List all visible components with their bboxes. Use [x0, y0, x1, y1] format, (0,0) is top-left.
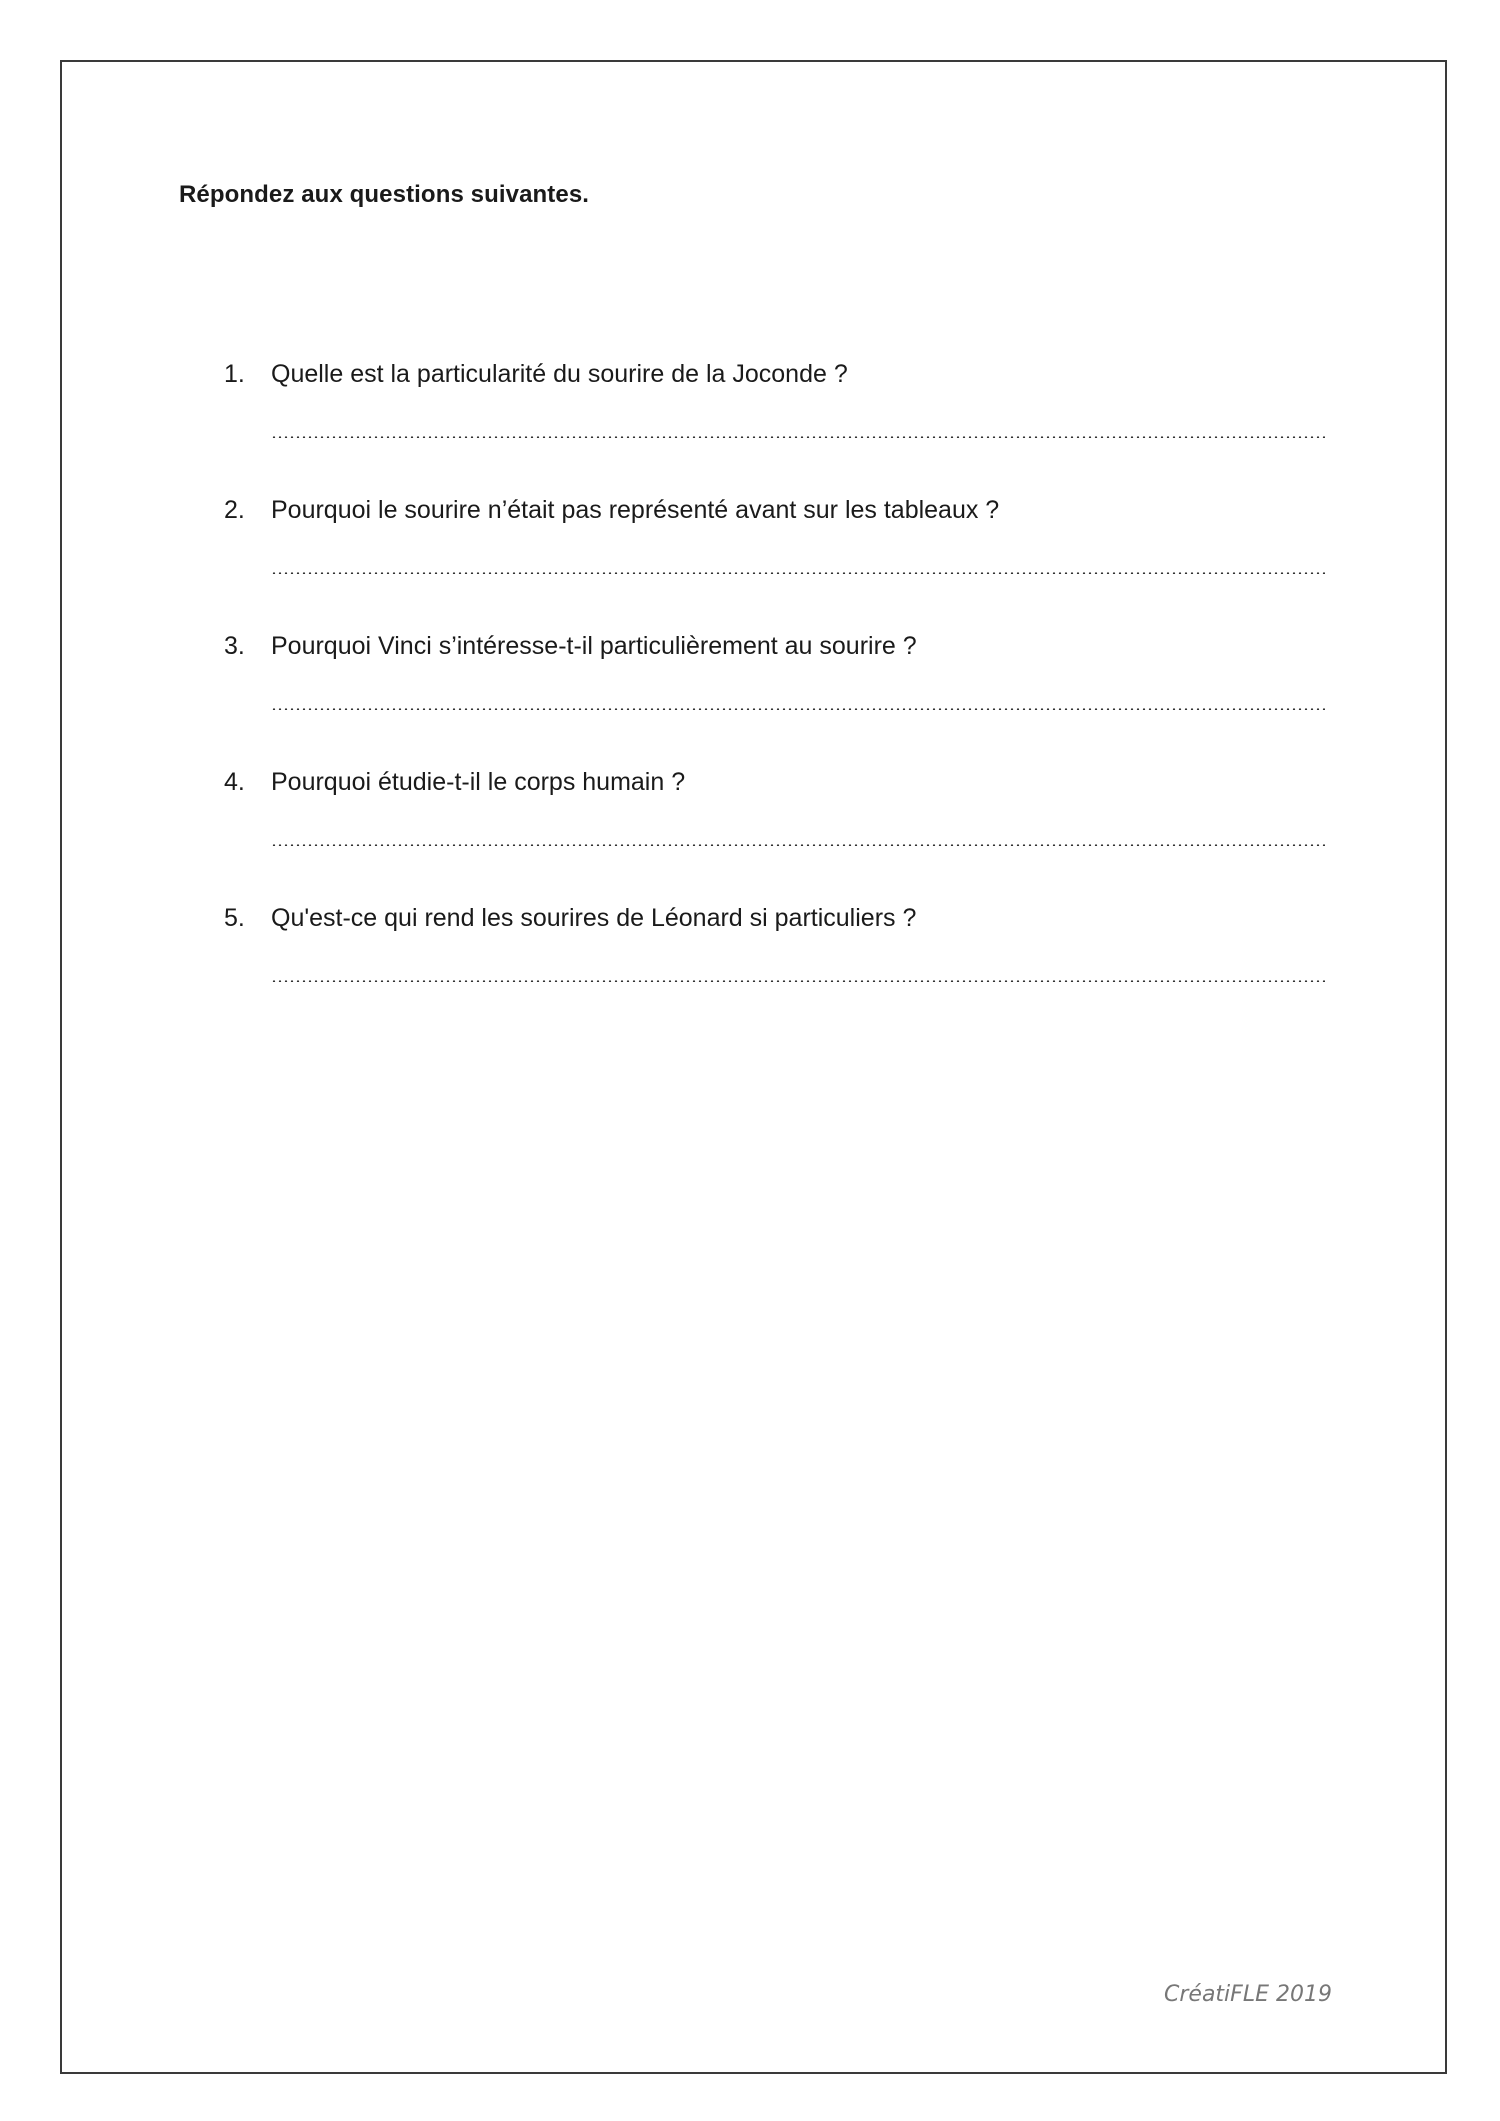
answer-line[interactable] — [271, 436, 1325, 438]
answer-line[interactable] — [271, 572, 1325, 574]
question-text: Pourquoi étudie-t-il le corps humain ? — [271, 768, 686, 796]
question-number: 2. — [224, 496, 245, 524]
question-item — [0, 358, 1500, 494]
question-text: Quelle est la particularité du sourire de la Joconde ? — [271, 360, 848, 388]
question-item — [0, 766, 1500, 902]
question-item — [0, 630, 1500, 766]
question-text: Pourquoi Vinci s’intéresse-t-il particulièrement au sourire ? — [271, 632, 917, 660]
question-text: Qu'est-ce qui rend les sourires de Léonard si particuliers ? — [271, 904, 917, 932]
question-number: 4. — [224, 768, 245, 796]
question-item — [0, 494, 1500, 630]
question-text: Pourquoi le sourire n’était pas représenté avant sur les tableaux ? — [271, 496, 1000, 524]
footer-credit: CréatiFLE 2019 — [1164, 1982, 1332, 2007]
question-number: 5. — [224, 904, 245, 932]
instruction-heading: Répondez aux questions suivantes. — [179, 181, 590, 208]
answer-line[interactable] — [271, 980, 1325, 982]
question-number: 3. — [224, 632, 245, 660]
question-number: 1. — [224, 360, 245, 388]
question-item — [0, 902, 1500, 1038]
answer-line[interactable] — [271, 844, 1325, 846]
answer-line[interactable] — [271, 708, 1325, 710]
